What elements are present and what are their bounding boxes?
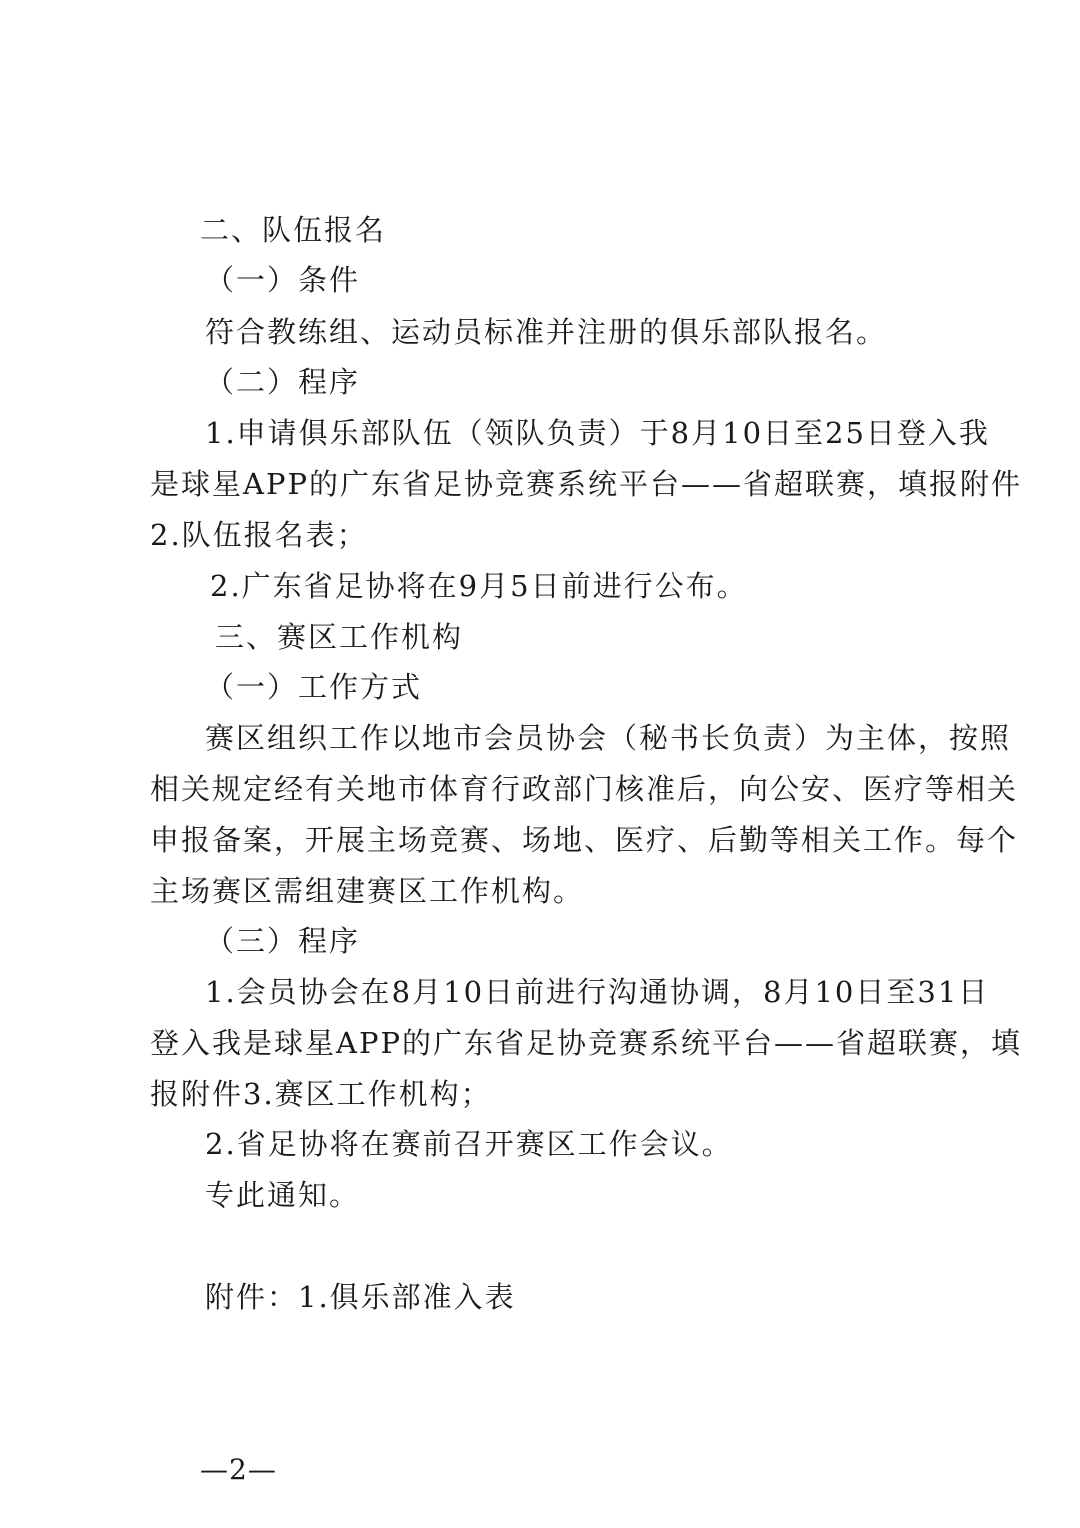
page-number: —2— — [200, 1453, 277, 1486]
paragraph-work-method-line4: 主场赛区需组建赛区工作机构。 — [150, 874, 585, 908]
attachment-line: 附件：1.俱乐部准入表 — [205, 1280, 516, 1314]
closing-notice: 专此通知。 — [205, 1178, 361, 1212]
paragraph-procedure-3-line2: 登入我是球星APP的广东省足协竞赛系统平台——省超联赛，填 — [150, 1026, 1022, 1060]
section-heading-work-organization: 三、赛区工作机构 — [215, 620, 464, 654]
paragraph-work-method-line2: 相关规定经有关地市体育行政部门核准后，向公安、医疗等相关 — [150, 772, 1019, 806]
paragraph-work-method-line3: 申报备案，开展主场竞赛、场地、医疗、后勤等相关工作。每个 — [150, 823, 1019, 857]
paragraph-work-method-line1: 赛区组织工作以地市会员协会（秘书长负责）为主体，按照 — [205, 721, 1012, 755]
paragraph-procedure-1-line3: 2.队伍报名表； — [150, 518, 368, 552]
paragraph-procedure-1-line1: 1.申请俱乐部队伍（领队负责）于8月10日至25日登入我 — [205, 416, 990, 450]
paragraph-procedure-3-line3: 报附件3.赛区工作机构； — [150, 1077, 492, 1111]
subheading-procedure-3: （三）程序 — [205, 924, 361, 958]
section-heading-team-registration: 二、队伍报名 — [200, 213, 387, 247]
paragraph-procedure-2: 2.广东省足协将在9月5日前进行公布。 — [210, 569, 748, 603]
paragraph-procedure-1-line2: 是球星APP的广东省足协竞赛系统平台——省超联赛，填报附件 — [150, 467, 1022, 501]
paragraph-procedure-3-item2: 2.省足协将在赛前召开赛区工作会议。 — [205, 1127, 733, 1161]
subheading-conditions: （一）条件 — [205, 263, 361, 297]
paragraph-procedure-3-line1: 1.会员协会在8月10日前进行沟通协调，8月10日至31日 — [205, 975, 990, 1009]
subheading-work-method: （一）工作方式 — [205, 670, 423, 704]
paragraph-conditions: 符合教练组、运动员标准并注册的俱乐部队报名。 — [205, 315, 888, 349]
subheading-procedure-2: （二）程序 — [205, 365, 361, 399]
